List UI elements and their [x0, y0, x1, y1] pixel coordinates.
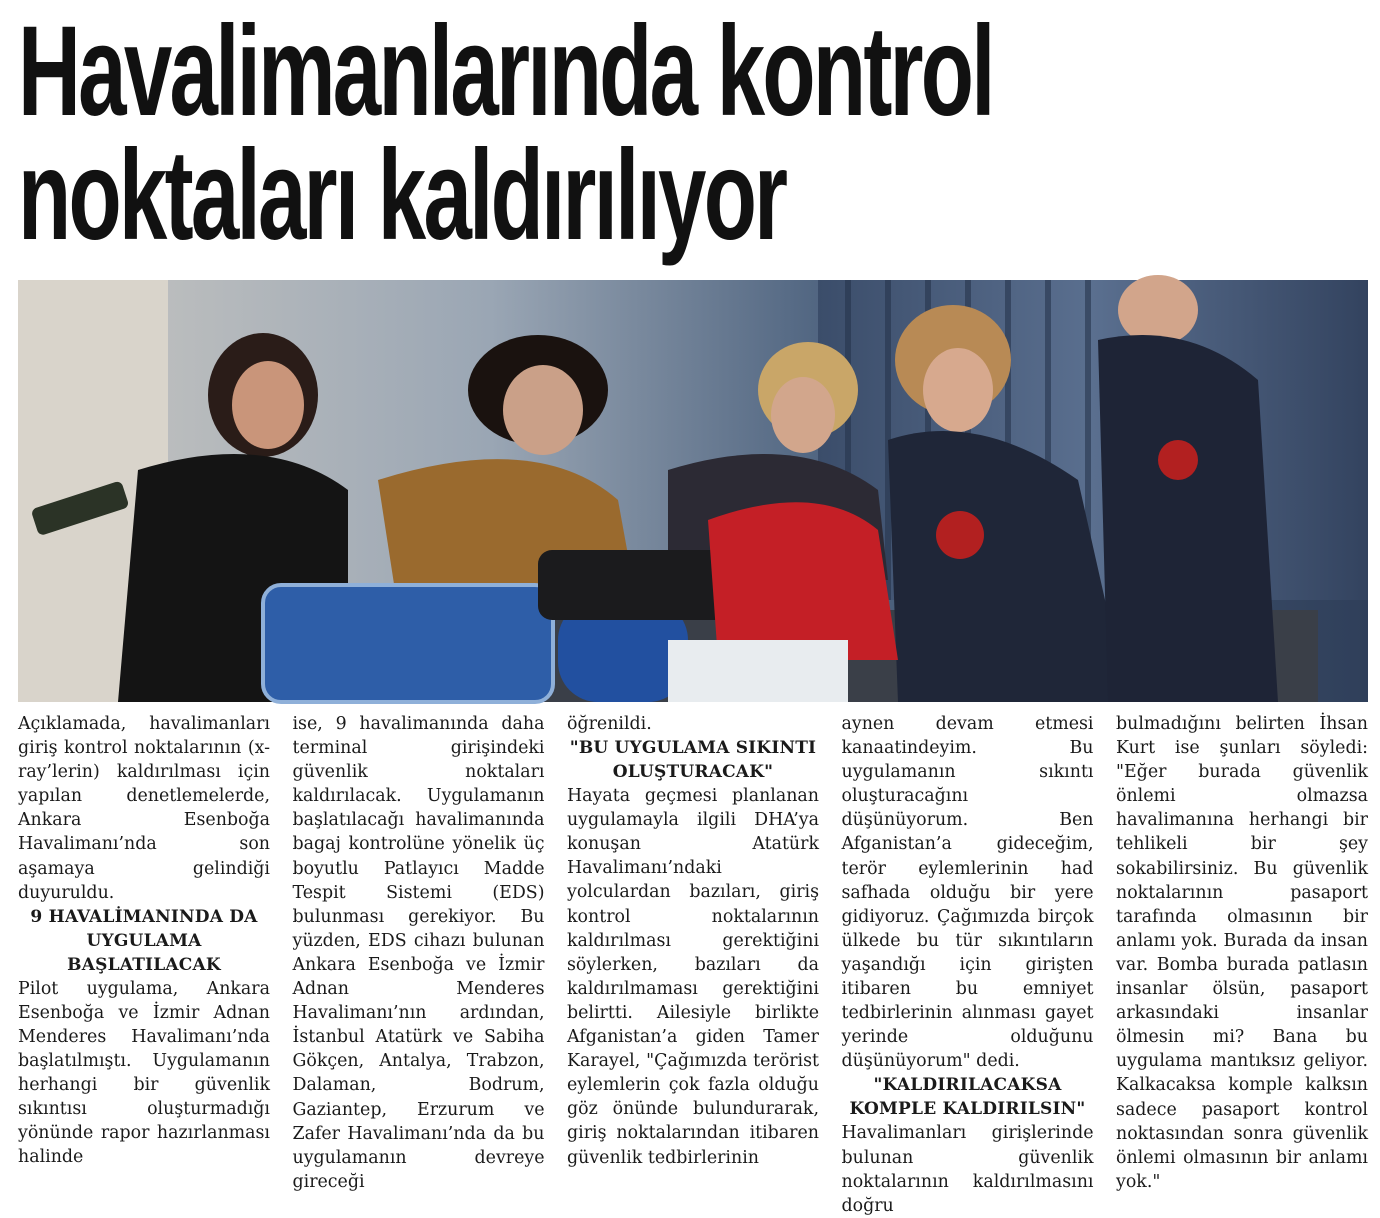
column-1	[18, 712, 270, 1182]
column-5	[1116, 712, 1368, 1192]
subheading: "BU UYGULAMA SIKINTI OLUŞTURACAK"	[569, 738, 817, 783]
article-body	[18, 712, 1368, 1216]
subheading: "KALDIRILACAKSA KOMPLE KALDIRILSIN"	[849, 1075, 1086, 1120]
paragraph: ise, 9 havalimanında daha terminal girişindeki güvenlik noktaları kaldırılacak. Uygulamanın başlatılacağı havalimanında bagaj kontrolüne yönelik üç boyutlu Patlayıcı Madde Tespit Sistemi (EDS) bulunması gerekiyor. Bu yüzden, EDS cihazı bulunan Ankara Esenboğa ve İzmir Adnan Menderes Havalimanı’nın ardından, İstanbul Atatürk ve Sabiha Gökçen, Antalya, Trabzon, Dalaman, Bodrum, Gaziantep, Erzurum ve Zafer Havalimanı’nda da bu uygulamanın devreye gireceği	[292, 714, 545, 1192]
headline-line-1: Havalimanlarında kontrol	[18, 0, 993, 143]
column-4	[841, 712, 1094, 1216]
paragraph: öğrenildi.	[567, 714, 652, 734]
column-3	[567, 712, 819, 1182]
paragraph: bulmadığını belirten İhsan Kurt ise şunları söyledi: "Eğer burada güvenlik önlemi olmazsa havalimanına herhangi bir tehlikeli bir şey sokabilirsiniz. Bu güvenlik noktalarının pasaport tarafında olmasının bir anlamı yok. Burada da insan var. Bomba burada patlasın insanlar ölsün, pasaport arkasındaki insanlar ölmesin mi? Bana bu uygulama mantıksız geliyor. Kalkacaksa komple kalksın sadece pasaport kontrol noktasından sonra güvenlik önlemi olmasının bir anlamı yok."	[1116, 714, 1368, 1192]
paragraph: Açıklamada, havalimanları giriş kontrol noktalarının (x-ray’lerin) kaldırılması için yapılan denetlemelerde, Ankara Esenboğa Havalimanı’nda son aşamaya gelindiği duyuruldu.	[18, 714, 270, 903]
paragraph: Pilot uygulama, Ankara Esenboğa ve İzmir Adnan Menderes Havalimanı’nda başlatılmıştı. Uygulamanın herhangi bir güvenlik sıkıntısı oluşturmadığı yönünde rapor hazırlanması halinde	[18, 978, 270, 1168]
paragraph: aynen devam etmesi kanaatindeyim. Bu uygulamanın sıkıntı oluşturacağını düşünüyorum. Ben Afganistan’a gideceğim, terör eylemlerinin had safhada olduğu bir yere gidiyoruz. Çağımızda birçok ülkede bu tür sıkıntıların yaşandığı için girişten itibaren bu emniyet tedbirlerinin alınması gayet yerinde olduğunu düşünüyorum" dedi.	[841, 714, 1094, 1072]
headline	[18, 0, 1368, 267]
headline-line-2: noktaları kaldırılıyor	[18, 124, 786, 267]
column-2	[292, 712, 545, 1192]
news-photo	[18, 280, 1368, 702]
paragraph: Hayata geçmesi planlanan uygulamayla ilgili DHA’ya konuşan Atatürk Havalimanı’ndaki yolculardan bazıları, giriş kontrol noktalarının kaldırılması gerektiğini söylerken, bazıları da kaldırılmaması gerektiğini belirtti. Ailesiyle birlikte Afganistan’a giden Tamer Karayel, "Çağımızda terörist eylemlerin çok fazla olduğu göz önünde bulundurarak, giriş noktalarından itibaren güvenlik tedbirlerinin	[567, 786, 819, 1168]
paragraph: Havalimanları girişlerinde bulunan güvenlik noktalarının kaldırılmasını doğru	[841, 1123, 1094, 1216]
subheading: 9 HAVALİMANINDA DA UYGULAMA BAŞLATILACAK	[30, 906, 258, 975]
